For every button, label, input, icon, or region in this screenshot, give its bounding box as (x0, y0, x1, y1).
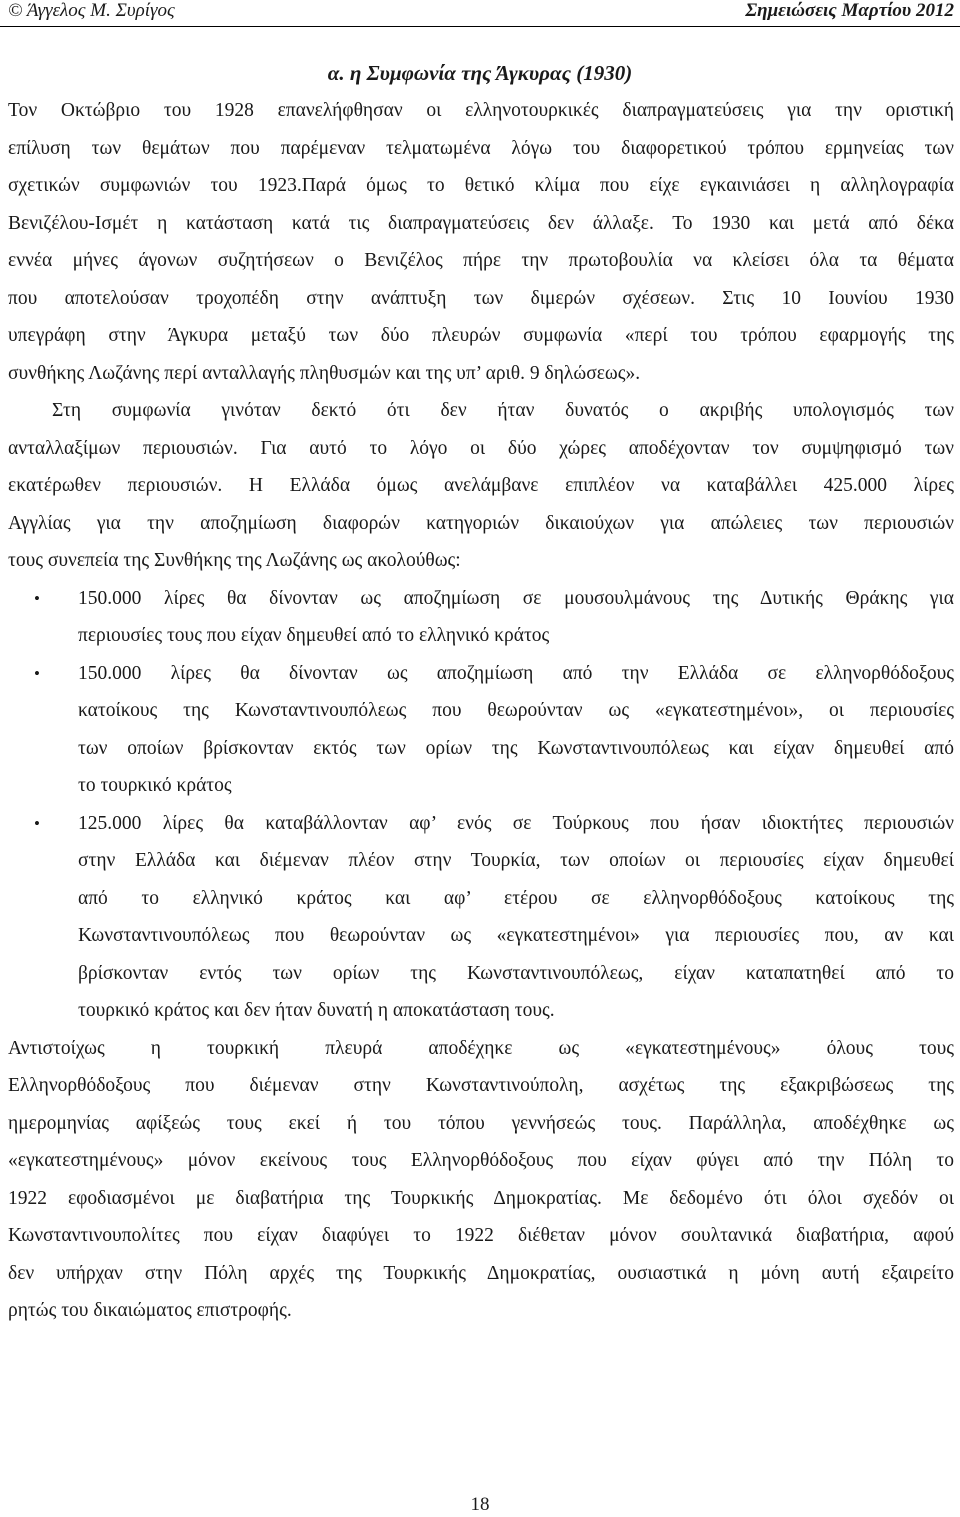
body-line: Αγγλίας για την αποζημίωση διαφορών κατηγοριών δικαιούχων για απώλειες των περιουσιών (8, 512, 954, 534)
body-line: ρητώς του δικαιώματος επιστροφής. (8, 1300, 292, 1321)
bullet-marker: • (34, 663, 40, 683)
list-item-line: 150.000 λίρες θα δίνονταν ως αποζημίωση σε μουσουλμάνους της Δυτικής Θράκης για (78, 587, 954, 609)
body-line: Τον Οκτώβριο του 1928 επανελήφθησαν οι ελληνοτουρκικές διαπραγματεύσεις για την οριστική (8, 100, 954, 121)
list-item-line: Κωνσταντινουπόλεως που θεωρούνταν ως «εγκατεστημένοι» για περιουσίες που, αν και (78, 925, 954, 946)
list-item-line: από το ελληνικό κράτος και αφ’ ετέρου σε ελληνορθόδοξους κατοίκους της (78, 887, 954, 909)
body-line: εννέα μήνες άγονων συζητήσεων ο Βενιζέλος πήρε την πρωτοβουλία να κλείσει όλα τα θέματα (8, 250, 954, 271)
header-author: © Άγγελος Μ. Συρίγος (8, 0, 175, 21)
page-number: 18 (470, 1494, 490, 1515)
body-line: σχετικών συμφωνιών του 1923.Παρά όμως το θετικό κλίμα που είχε εγκαινιάσει η αλληλογραφία (8, 175, 954, 196)
page-header (0, 0, 960, 27)
list-item-line: στην Ελλάδα και διέμεναν πλέον στην Τουρκία, των οποίων οι περιουσίες είχαν δημευθεί (78, 850, 954, 871)
body-line: Ελληνορθόδοξους που διέμεναν στην Κωνσταντινούπολη, ασχέτως της εξακριβώσεως της (8, 1075, 954, 1096)
bullet-marker: • (34, 588, 40, 608)
document-body (8, 92, 954, 1330)
body-line: Κωνσταντινουπολίτες που είχαν διαφύγει το 1922 διέθεταν μόνον σουλτανικά διαβατήρια, αφού (8, 1225, 954, 1246)
list-item-line: κατοίκους της Κωνσταντινουπόλεως που θεωρούνταν ως «εγκατεστημένοι», οι περιουσίες (78, 700, 954, 721)
list-item (8, 655, 954, 693)
body-line: Στη συμφωνία γινόταν δεκτό ότι δεν ήταν δυνατός ο ακριβής υπολογισμός των (52, 400, 954, 421)
body-line: Βενιζέλου-Ισμέτ η κατάσταση κατά τις διαπραγματεύσεις δεν άλλαξε. Το 1930 και μετά από δέκα (8, 212, 954, 234)
list-item (8, 580, 954, 618)
body-line: συνθήκης Λωζάνης περί ανταλλαγής πληθυσμών και της υπ’ αριθ. 9 δηλώσεως». (8, 362, 641, 384)
list-item-line: τουρκικό κράτος και δεν ήταν δυνατή η αποκατάσταση τους. (78, 1000, 555, 1021)
list-item-line: περιουσίες τους που είχαν δημευθεί από το ελληνικό κράτος (78, 625, 550, 646)
list-item (8, 805, 954, 843)
list-item-line: των οποίων βρίσκονταν εκτός των ορίων της Κωνσταντινουπόλεως και είχαν δημευθεί από (78, 737, 954, 759)
body-line: ημερομηνίας αφίξεώς τους εκεί ή του τόπου γεννήσεώς τους. Παράλληλα, αποδέχθηκε ως (8, 1112, 954, 1134)
body-line: επίλυση των θεμάτων που παρέμεναν τελματωμένα λόγω του διαφορετικού τρόπου ερμηνείας των (8, 137, 954, 159)
body-line: δεν υπήρχαν στην Πόλη αρχές της Τουρκικής Δημοκρατίας, ουσιαστικά η μόνη αυτή εξαιρείτο (8, 1262, 954, 1284)
header-date: Σημειώσεις Μαρτίου 2012 (745, 0, 954, 21)
list-item-line: το τουρκικό κράτος (78, 775, 232, 796)
body-line: υπεγράφη στην Άγκυρα μεταξύ των δύο πλευρών συμφωνία «περί του τρόπου εφαρμογής της (8, 325, 954, 346)
section-title: α. η Συμφωνία της Άγκυρας (1930) (327, 61, 633, 85)
list-item-line: 150.000 λίρες θα δίνονταν ως αποζημίωση από την Ελλάδα σε ελληνορθόδοξους (78, 662, 954, 684)
body-line: ανταλλαξίμων περιουσιών. Για αυτό το λόγο οι δύο χώρες αποδέχονταν τον συμψηφισμό των (8, 437, 954, 459)
list-item-line: 125.000 λίρες θα καταβάλλονταν αφ’ ενός σε Τούρκους που ήσαν ιδιοκτήτες περιουσιών (78, 812, 954, 834)
bullet-marker: • (34, 813, 40, 833)
body-line: που αποτελούσαν τροχοπέδη στην ανάπτυξη των διμερών σχέσεων. Στις 10 Ιουνίου 1930 (8, 287, 954, 309)
body-line: τους συνεπεία της Συνθήκης της Λωζάνης ως ακολούθως: (8, 550, 461, 571)
body-line: εκατέρωθεν περιουσιών. Η Ελλάδα όμως ανελάμβανε επιπλέον να καταβάλλει 425.000 λίρες (8, 475, 954, 496)
body-line: Αντιστοίχως η τουρκική πλευρά αποδέχηκε ως «εγκατεστημένους» όλους τους (8, 1037, 954, 1059)
body-line: «εγκατεστημένους» μόνον εκείνους τους Ελληνορθόδοξους που είχαν φύγει από την Πόλη το (8, 1150, 954, 1171)
body-line: 1922 εφοδιασμένοι με διαβατήρια της Τουρκικής Δημοκρατίας. Με δεδομένο ότι όλοι σχεδόν οι (8, 1187, 954, 1209)
list-item-line: βρίσκονταν εντός των ορίων της Κωνσταντινουπόλεως, είχαν καταπατηθεί από το (78, 962, 954, 984)
